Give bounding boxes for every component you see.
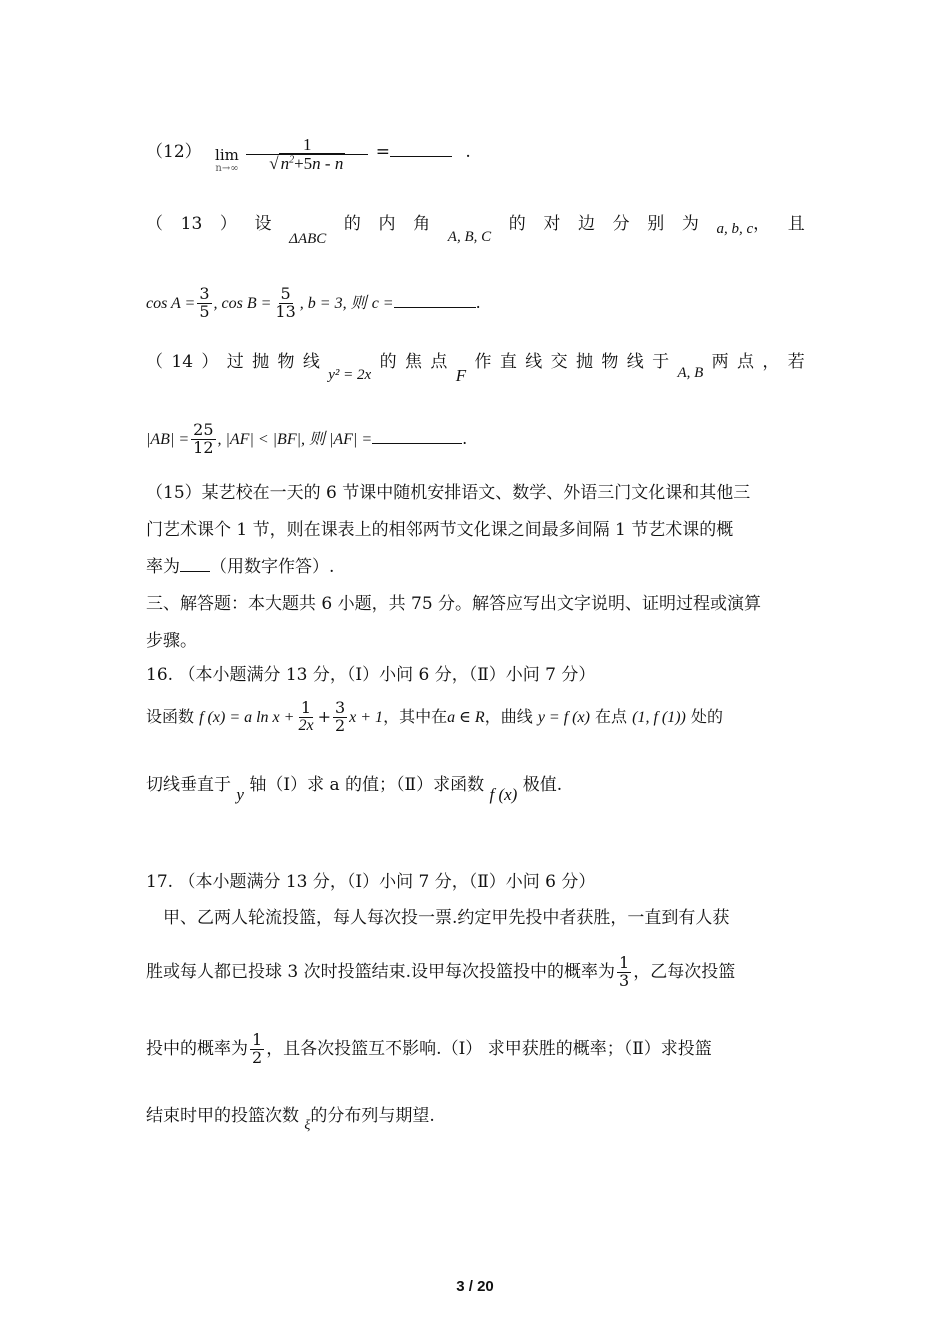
q14-line-2: |AB| = $\frac{25}{12}$ , |AF| < |BF|, 则 |AF| = . bbox=[146, 420, 468, 457]
q12-lim: lim n→∞ bbox=[215, 146, 239, 174]
q14-answer-blank bbox=[372, 427, 462, 444]
q12-answer-blank bbox=[390, 140, 452, 157]
q15-answer-blank bbox=[180, 555, 210, 572]
q12-line: （12） lim n→∞ $\frac{1}{√ n^2+5n - n}$ = . bbox=[146, 135, 471, 174]
q15-line-1: （15）某艺校在一天的 6 节课中随机安排语文、数学、外语三门文化课和其他三 bbox=[146, 483, 751, 503]
q17-line-3: 投中的概率为 $\frac{1}{2}$ ，且各次投篮互不影响.（Ⅰ） 求甲获胜的概率；（Ⅱ）求投篮 bbox=[146, 1030, 712, 1067]
q16-heading: 16. （本小题满分 13 分，（Ⅰ）小问 6 分，（Ⅱ）小问 7 分） bbox=[146, 665, 596, 685]
q12-label: （12） bbox=[146, 142, 202, 162]
q12-fraction: $\frac{1}{√ n^2+5n - n}$ bbox=[246, 136, 368, 173]
section-3-line-2: 步骤。 bbox=[146, 631, 197, 651]
q17-heading: 17. （本小题满分 13 分，（Ⅰ）小问 7 分，（Ⅱ）小问 6 分） bbox=[146, 872, 596, 892]
q16-line-1: 设函数 f (x) = a ln x + $\frac{1}{2x}$ + $\frac{3}{2}$ x + 1，其中在a ∈ R，曲线 y = f (x) 在点 (1, f (1)) 处的 bbox=[146, 698, 723, 735]
q15-line-3: 率为 （用数字作答）. bbox=[146, 557, 335, 577]
q17-line-4: 结束时甲的投篮次数 $_\xi$的分布列与期望. bbox=[146, 1106, 435, 1133]
q13-line-2: cos A = $\frac{3}{5}$ , cos B = $\frac{5}{13}$ , b = 3, 则 c = . bbox=[146, 284, 481, 321]
q13-line-1: （ 13 ） 设 ΔABC 的 内 角 A, B, C 的 对 边 分 别 为 a, b, c， 且 bbox=[146, 214, 805, 247]
q17-line-2: 胜或每人都已投球 3 次时投篮结束.设甲每次投篮投中的概率为 $\frac{1}{3}$ ，乙每次投篮 bbox=[146, 953, 736, 990]
q13-answer-blank bbox=[394, 291, 476, 308]
q16-line-2: 切线垂直于 y 轴（Ⅰ）求 a 的值；（Ⅱ）求函数 f (x) 极值. bbox=[146, 775, 563, 804]
q17-line-1: 甲、乙两人轮流投篮，每人每次投一票.约定甲先投中者获胜，一直到有人获 bbox=[163, 908, 730, 928]
q15-line-2: 门艺术课个 1 节，则在课表上的相邻两节文化课之间最多间隔 1 节艺术课的概 bbox=[146, 520, 734, 540]
section-3-line-1: 三、解答题：本大题共 6 小题，共 75 分。解答应写出文字说明、证明过程或演算 bbox=[146, 594, 762, 614]
page-number: 3 / 20 bbox=[456, 1278, 494, 1295]
q14-line-1: （ 14 ） 过 抛 物 线 y² = 2x 的 焦 点 F 作 直 线 交 抛 物 线 于 A, B 两 点 ， 若 bbox=[146, 352, 805, 385]
